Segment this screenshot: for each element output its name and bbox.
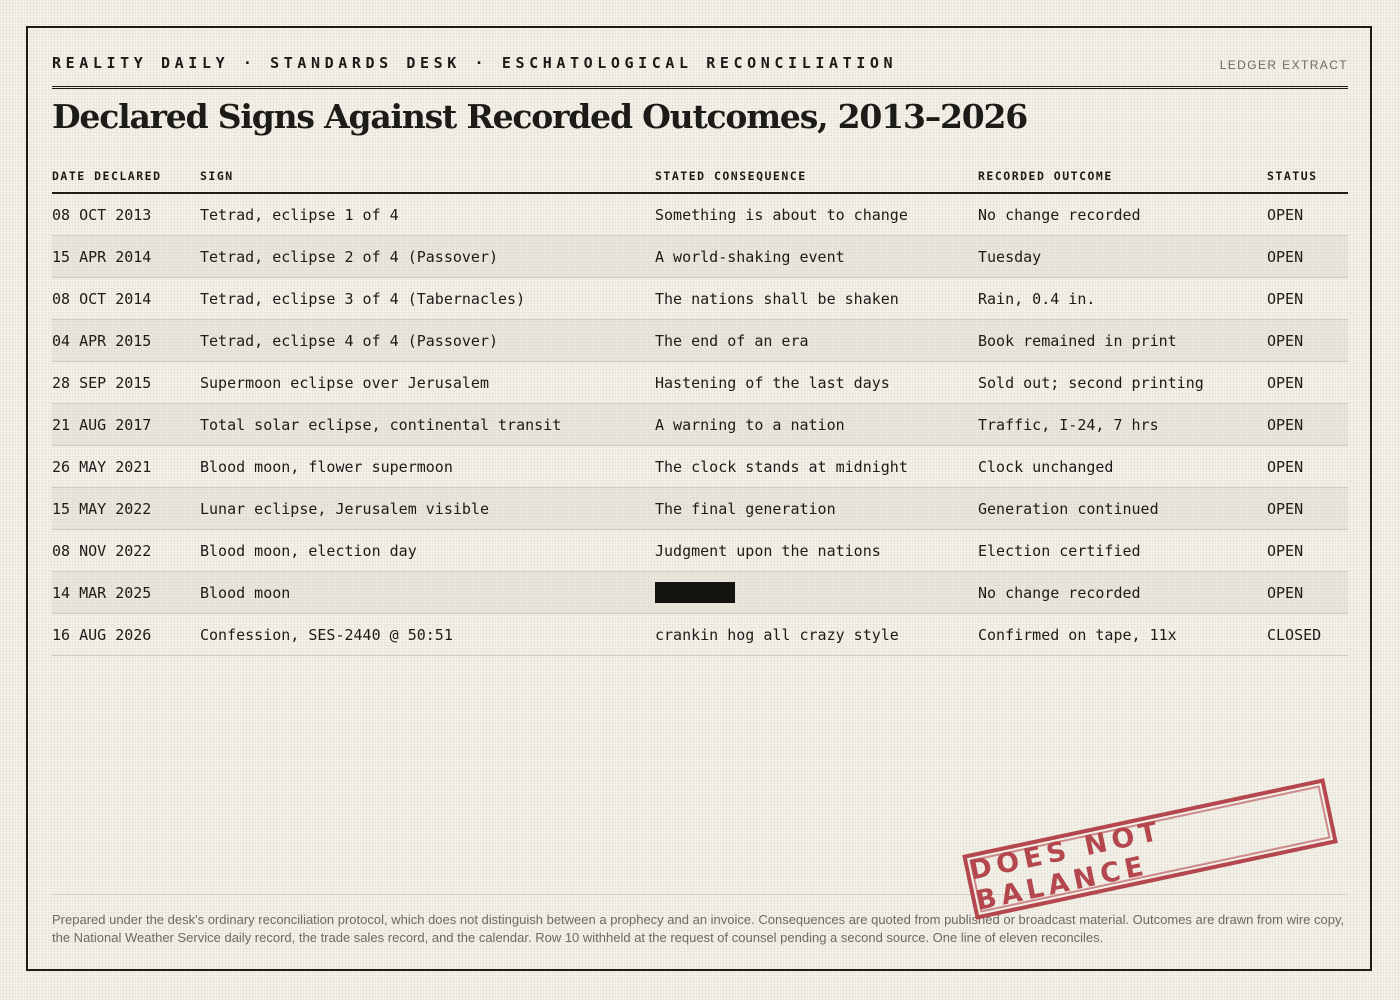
cell-consequence [655, 572, 978, 614]
cell-sign: Tetrad, eclipse 2 of 4 (Passover) [200, 236, 655, 278]
cell-date: 15 APR 2014 [52, 236, 200, 278]
footnote-divider [52, 894, 1348, 895]
cell-status: OPEN [1267, 488, 1348, 530]
cell-date: 21 AUG 2017 [52, 404, 200, 446]
table-row [52, 193, 1348, 236]
cell-sign: Blood moon, election day [200, 530, 655, 572]
cell-status: OPEN [1267, 404, 1348, 446]
cell-consequence: The end of an era [655, 320, 978, 362]
cell-date: 04 APR 2015 [52, 320, 200, 362]
masthead-kicker: REALITY DAILY · STANDARDS DESK · ESCHATOLOGICAL RECONCILIATION [52, 54, 898, 72]
cell-outcome: No change recorded [978, 572, 1267, 614]
cell-outcome: Rain, 0.4 in. [978, 278, 1267, 320]
cell-outcome: Book remained in print [978, 320, 1267, 362]
cell-outcome: Clock unchanged [978, 446, 1267, 488]
table-row [52, 278, 1348, 320]
col-header-consequence: STATED CONSEQUENCE [655, 160, 978, 193]
table-row [52, 614, 1348, 656]
cell-sign: Blood moon [200, 572, 655, 614]
does-not-balance-stamp: DOES NOT BALANCE [962, 778, 1338, 919]
page-title: Declared Signs Against Recorded Outcomes, 2013–2026 [52, 97, 1028, 136]
cell-date: 15 MAY 2022 [52, 488, 200, 530]
cell-sign: Total solar eclipse, continental transit [200, 404, 655, 446]
cell-consequence: Hastening of the last days [655, 362, 978, 404]
cell-outcome: Election certified [978, 530, 1267, 572]
table-header-row [52, 160, 1348, 193]
cell-date: 08 OCT 2013 [52, 193, 200, 236]
cell-date: 14 MAR 2025 [52, 572, 200, 614]
cell-consequence: A warning to a nation [655, 404, 978, 446]
cell-consequence: Something is about to change [655, 193, 978, 236]
cell-status: OPEN [1267, 572, 1348, 614]
cell-sign: Confession, SES-2440 @ 50:51 [200, 614, 655, 656]
cell-outcome: Tuesday [978, 236, 1267, 278]
cell-status: OPEN [1267, 446, 1348, 488]
table-row [52, 530, 1348, 572]
table-row [52, 236, 1348, 278]
cell-consequence: A world-shaking event [655, 236, 978, 278]
cell-outcome: Generation continued [978, 488, 1267, 530]
cell-status: OPEN [1267, 236, 1348, 278]
table-row [52, 362, 1348, 404]
cell-date: 08 NOV 2022 [52, 530, 200, 572]
cell-sign: Tetrad, eclipse 4 of 4 (Passover) [200, 320, 655, 362]
cell-date: 26 MAY 2021 [52, 446, 200, 488]
cell-consequence: crankin hog all crazy style [655, 614, 978, 656]
cell-outcome: Confirmed on tape, 11x [978, 614, 1267, 656]
cell-outcome: Sold out; second printing [978, 362, 1267, 404]
cell-status: OPEN [1267, 362, 1348, 404]
footnote: Prepared under the desk's ordinary reconciliation protocol, which does not distinguish between a prophecy and an invoice. Consequences are quoted from published or broadcast material. Outcomes are drawn from wire copy, the National Weather Service daily record, the trade sales record, and the calendar. Row 10 withheld at the request of counsel pending a second source. One line of eleven reconciles. [52, 912, 1345, 945]
cell-outcome: No change recorded [978, 193, 1267, 236]
col-header-outcome: RECORDED OUTCOME [978, 160, 1267, 193]
cell-status: OPEN [1267, 278, 1348, 320]
cell-status: CLOSED [1267, 614, 1348, 656]
cell-consequence: The final generation [655, 488, 978, 530]
cell-date: 28 SEP 2015 [52, 362, 200, 404]
cell-status: OPEN [1267, 320, 1348, 362]
cell-sign: Blood moon, flower supermoon [200, 446, 655, 488]
cell-sign: Tetrad, eclipse 1 of 4 [200, 193, 655, 236]
table-row [52, 488, 1348, 530]
col-header-status: STATUS [1267, 160, 1348, 193]
cell-consequence: The clock stands at midnight [655, 446, 978, 488]
table-row [52, 572, 1348, 614]
cell-sign: Tetrad, eclipse 3 of 4 (Tabernacles) [200, 278, 655, 320]
redaction-bar [655, 582, 735, 603]
table-row [52, 320, 1348, 362]
table-row [52, 446, 1348, 488]
col-header-sign: SIGN [200, 160, 655, 193]
masthead [52, 52, 1348, 89]
cell-consequence: The nations shall be shaken [655, 278, 978, 320]
cell-status: OPEN [1267, 193, 1348, 236]
cell-sign: Lunar eclipse, Jerusalem visible [200, 488, 655, 530]
ledger-extract-label: LEDGER EXTRACT [1219, 58, 1348, 72]
cell-sign: Supermoon eclipse over Jerusalem [200, 362, 655, 404]
cell-consequence: Judgment upon the nations [655, 530, 978, 572]
cell-date: 08 OCT 2014 [52, 278, 200, 320]
cell-status: OPEN [1267, 530, 1348, 572]
col-header-date: DATE DECLARED [52, 160, 200, 193]
table-row [52, 404, 1348, 446]
ledger-table [52, 160, 1348, 656]
cell-outcome: Traffic, I-24, 7 hrs [978, 404, 1267, 446]
cell-date: 16 AUG 2026 [52, 614, 200, 656]
